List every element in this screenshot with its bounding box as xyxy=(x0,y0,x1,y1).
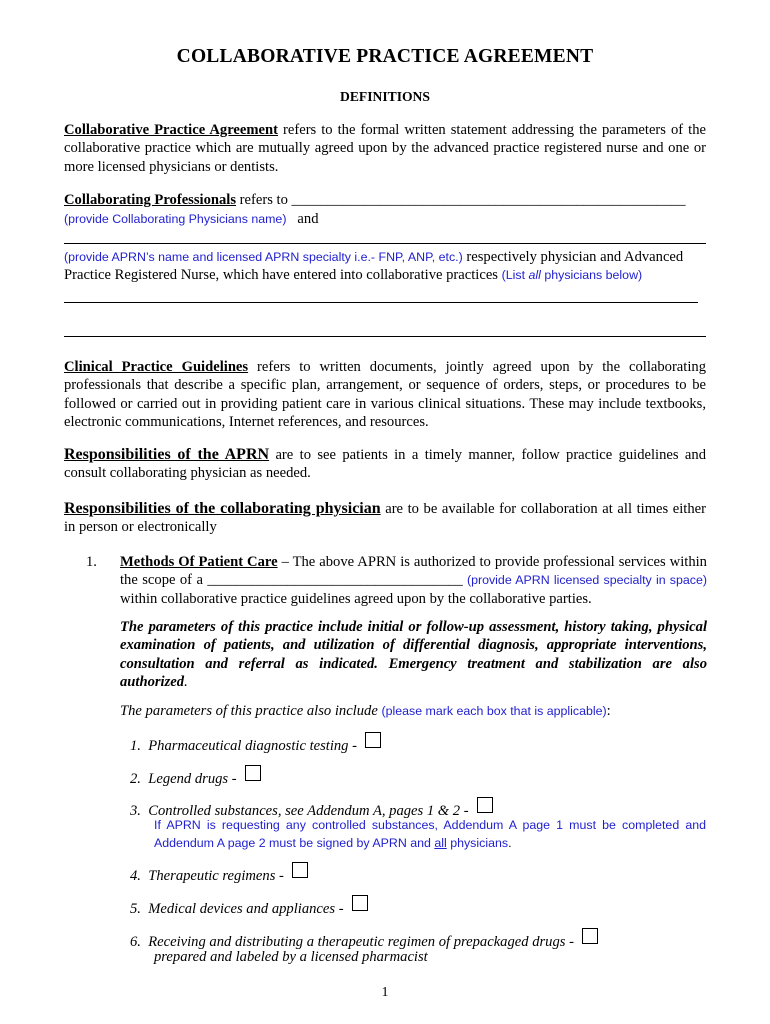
term-aprn: Responsibilities of the APRN xyxy=(64,446,270,463)
physician-name-hint: (provide Collaborating Physicians name xyxy=(64,212,283,226)
physician-name-hint-close: ) xyxy=(282,212,287,226)
note-text-d: . xyxy=(508,836,512,850)
list-hint-all: all xyxy=(528,268,541,282)
parameters-also xyxy=(120,702,707,720)
mpc-text-1: – The above APRN is authorized to provide professional services within the scope of a xyxy=(120,554,707,589)
list-item-label: Controlled substances, see Addendum A, pages 1 & 2 - xyxy=(148,803,469,819)
list-item-label: Legend drugs - xyxy=(148,771,237,787)
responsibilities-aprn xyxy=(64,446,706,483)
responsibilities-aprn-text: are to see patients in a timely manner, follow practice guidelines and consult collaborating physician as needed. xyxy=(64,447,707,482)
definition-cpg-text: refers to written documents, jointly agreed upon by the collaborating professionals that describe a specific plan, arrangement, or sequence of orders, steps, or procedures to be followed or carried out in providing patient care in various clinical situations. These may include textbooks, electronic communications, Internet references, and resources. xyxy=(64,359,706,431)
cp-hint-line xyxy=(64,210,706,228)
responsibilities-physician-text: are to be available for collaboration at all times either in person or electronically xyxy=(64,501,706,536)
parameters-end: . xyxy=(184,674,188,691)
page-title: COLLABORATIVE PRACTICE AGREEMENT xyxy=(176,46,594,67)
definition-cpa xyxy=(64,121,706,176)
mpc-text-2: within collaborative practice guidelines agreed upon by the collaborative parties. xyxy=(120,590,592,607)
list-item-number: 1. xyxy=(130,738,141,754)
definition-cpa-text: refers to the formal written statement addressing the parameters of the collaborative practice which are mutually agreed upon by the advanced practice registered nurse and one or more licensed physicians or dentists. xyxy=(64,122,706,175)
methods-of-patient-care xyxy=(120,553,707,608)
responsibilities-physician xyxy=(64,500,706,537)
term-cpg: Clinical Practice Guidelines xyxy=(64,359,249,375)
cp-line-2 xyxy=(64,248,706,266)
list-physicians-hint xyxy=(502,268,643,282)
physician-list-line-2[interactable] xyxy=(64,336,706,337)
mark-boxes-hint: (please mark each box that is applicable) xyxy=(381,704,607,718)
parameters-also-colon: : xyxy=(606,703,611,719)
specialty-blank[interactable]: ___________________________________ xyxy=(207,572,463,589)
list-item-number: 4. xyxy=(130,868,141,884)
list-item-number: 2. xyxy=(130,771,141,787)
cp-text-2a: respectively physician and Advanced xyxy=(462,249,684,265)
note-text-all: all xyxy=(434,836,447,850)
specialty-hint: (provide APRN licensed specialty in space) xyxy=(462,573,707,588)
section-number: 1. xyxy=(86,554,97,570)
note-text-a: If APRN is requesting any controlled substances, Addendum A page 1 must be completed and Addendum A page 2 must be signed by APRN and xyxy=(154,818,706,850)
list-hint-c: physicians below) xyxy=(540,268,643,282)
list-hint-a: (List xyxy=(501,268,529,282)
physician-name-blank[interactable]: ______________________________________________________ xyxy=(291,192,686,208)
parameters-also-text: The parameters of this practice also include xyxy=(120,703,382,719)
list-item-number: 5. xyxy=(130,901,141,917)
parameters-paragraph xyxy=(120,618,707,692)
term-cp: Collaborating Professionals xyxy=(64,192,237,208)
list-item-label: Receiving and distributing a therapeutic regimen of prepackaged drugs - xyxy=(148,934,574,950)
pharmaceutical-testing-checkbox[interactable] xyxy=(365,732,381,748)
aprn-name-line[interactable] xyxy=(64,243,706,244)
legend-drugs-checkbox[interactable] xyxy=(245,765,261,781)
cp-line-3 xyxy=(64,266,706,284)
list-item-number: 3. xyxy=(130,803,141,819)
controlled-substances-note xyxy=(154,816,706,852)
aprn-name-hint: (provide APRN’s name and licensed APRN specialty i.e.- FNP, ANP, etc.) xyxy=(64,250,463,264)
list-item xyxy=(130,895,368,918)
list-item xyxy=(130,765,261,788)
definition-cp xyxy=(64,191,724,209)
list-item-label: Therapeutic regimens - xyxy=(148,868,284,884)
cp-text-2b: Practice Registered Nurse, which have entered into collaborative practices xyxy=(64,267,502,283)
term-mpc: Methods Of Patient Care xyxy=(120,554,278,570)
term-physician: Responsibilities of the collaborating physician xyxy=(64,500,381,517)
note-text-c: physicians xyxy=(446,836,509,850)
page-number: 1 xyxy=(381,985,389,1000)
list-item-continuation: prepared and labeled by a licensed pharmacist xyxy=(154,949,428,965)
list-item xyxy=(130,862,308,885)
term-cpa: Collaborative Practice Agreement xyxy=(64,122,278,138)
prepackaged-drugs-checkbox[interactable] xyxy=(582,928,598,944)
list-item-number: 6. xyxy=(130,934,141,950)
and-text: and xyxy=(297,211,319,227)
controlled-substances-checkbox[interactable] xyxy=(477,797,493,813)
definition-cp-text: refers to xyxy=(236,192,292,208)
definitions-heading: DEFINITIONS xyxy=(340,89,430,104)
list-item xyxy=(130,732,381,755)
parameters-text: The parameters of this practice include initial or follow-up assessment, history taking, physical examination of patients, and utilization of differential diagnosis, appropriate interventions, consultation and referral as indicated. Emergency treatment and stabilization are also authorized xyxy=(120,619,707,691)
physician-list-line-1[interactable] xyxy=(64,302,698,303)
definition-cpg xyxy=(64,358,706,432)
medical-devices-checkbox[interactable] xyxy=(352,895,368,911)
list-item-label: Medical devices and appliances - xyxy=(148,901,344,917)
list-item-label: Pharmaceutical diagnostic testing - xyxy=(148,738,357,754)
therapeutic-regimens-checkbox[interactable] xyxy=(292,862,308,878)
